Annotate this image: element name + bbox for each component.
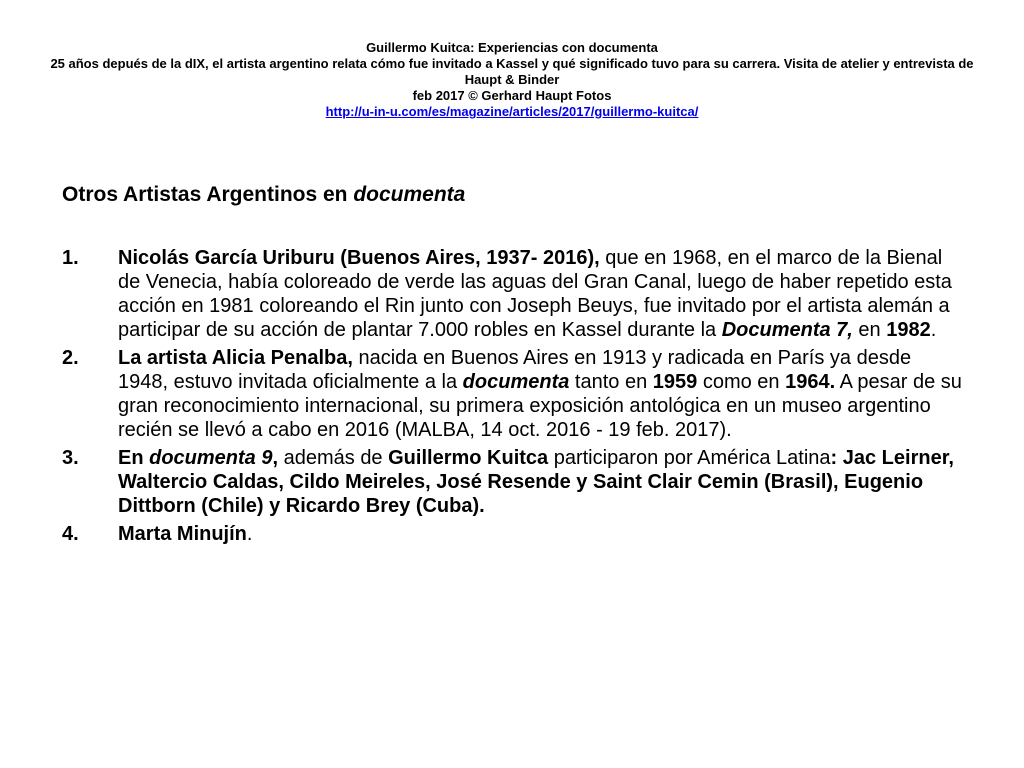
item-text: En: [118, 447, 150, 469]
artist-name: Marta Minujín: [118, 523, 247, 545]
item-text: participaron por América Latina: [548, 447, 831, 469]
header-credit: feb 2017 © Gerhard Haupt Fotos: [412, 88, 612, 103]
artist-name: Nicolás García Uriburu (Buenos Aires, 1937- 2016),: [118, 247, 600, 269]
item-emphasis: documenta: [462, 371, 570, 393]
section-title-italic: documenta: [353, 183, 466, 206]
list-item: [62, 246, 962, 342]
header-subtitle: 25 años depués de la dIX, el artista argentino relata cómo fue invitado a Kassel y qué significado tuvo para su carrera. Visita de atelier y entrevista de Haupt & Binder: [50, 56, 974, 87]
item-text: .: [246, 523, 253, 545]
artist-names: : Jac Leirner, Waltercio Caldas, Cildo Meireles, José Resende y Saint Clair Cemin (Brasil), Eugenio Dittborn (Chile) y Ricardo Brey (Cuba).: [118, 447, 954, 517]
header-block: [40, 40, 984, 120]
item-text: A pesar de su gran reconocimiento internacional, su primera exposición antológica en un museo argentino recién se llevó a cabo en 2016 (MALBA, 14 oct. 2016 - 19 feb. 2017).: [118, 371, 962, 441]
item-emphasis: documenta 9: [149, 447, 273, 469]
header-title: Guillermo Kuitca: Experiencias con documenta: [366, 40, 658, 55]
list-item: [62, 522, 962, 546]
item-text: además de: [278, 447, 389, 469]
list-number: 4.: [62, 523, 79, 545]
item-year: 1959: [652, 371, 698, 393]
list-number: 2.: [62, 347, 79, 369]
item-text: .: [930, 319, 937, 341]
item-text: ,: [272, 447, 279, 469]
item-year: 1982: [886, 319, 931, 341]
item-text: nacida en Buenos Aires en 1913 y radicada en París ya desde 1948, estuvo invitada oficialmente a la: [118, 347, 912, 393]
item-year: 1964.: [785, 371, 836, 393]
item-text: en: [852, 319, 887, 341]
list-item: [62, 346, 962, 442]
item-emphasis: Documenta 7,: [721, 319, 853, 341]
item-text: como en: [697, 371, 786, 393]
artist-name: Guillermo Kuitca: [388, 447, 549, 469]
section-title: [62, 182, 465, 208]
list-number: 1.: [62, 247, 79, 269]
list-number: 3.: [62, 447, 79, 469]
artist-list: [62, 246, 962, 550]
section-title-prefix: Otros Artistas Argentinos en: [62, 183, 354, 206]
list-item: [62, 446, 962, 518]
item-text: que en 1968, en el marco de la Bienal de Venecia, había coloreado de verde las aguas del Gran Canal, luego de haber repetido esta acción en 1981 coloreando el Rin junto con Joseph Beuys, fue invitado por el artista alemán a participar de su acción de plantar 7.000 robles en Kassel durante la: [118, 247, 952, 341]
artist-name: La artista Alicia Penalba,: [118, 347, 353, 369]
item-text: tanto en: [569, 371, 653, 393]
source-link[interactable]: http://u-in-u.com/es/magazine/articles/2017/guillermo-kuitca/: [325, 104, 699, 119]
